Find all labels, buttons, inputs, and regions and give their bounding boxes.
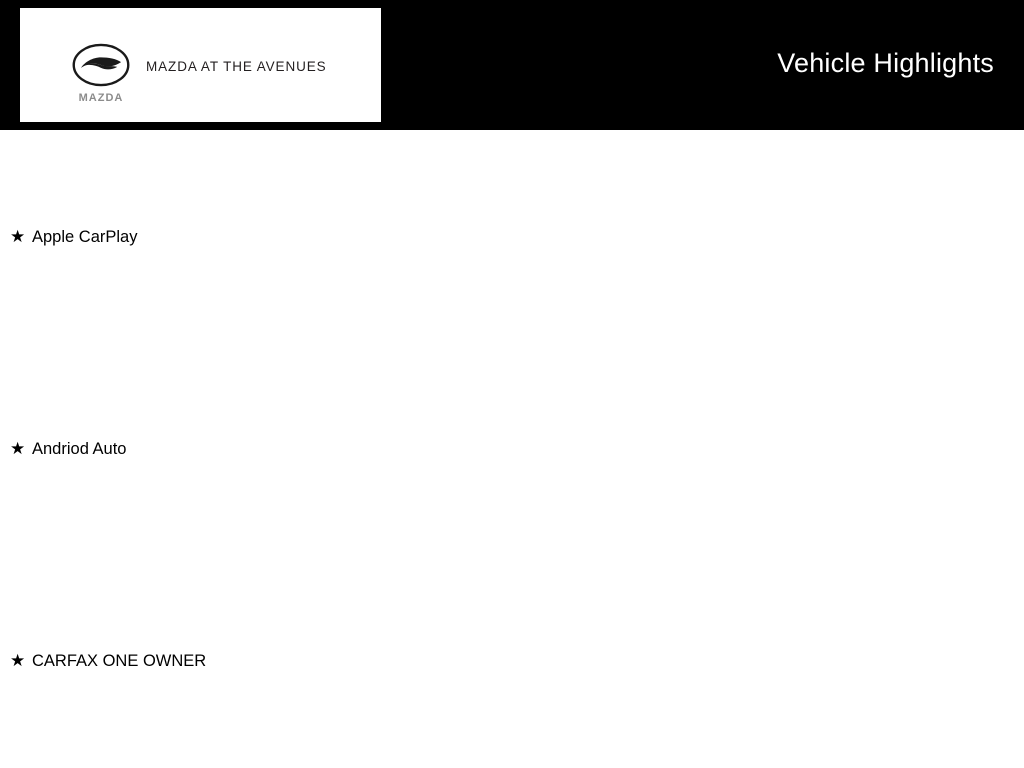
list-item-label: Andriod Auto — [32, 440, 127, 458]
star-bullet-icon: ★ — [10, 651, 26, 670]
dealer-logo — [20, 8, 381, 122]
page-title: Vehicle Highlights — [777, 48, 994, 78]
logo-brand-text: MAZDA — [78, 92, 124, 104]
list-item-label: CARFAX ONE OWNER — [32, 652, 207, 670]
logo-wordmark — [146, 56, 327, 74]
list-item — [10, 652, 206, 674]
logo-dealer-text: MAZDA AT THE AVENUES — [146, 59, 327, 75]
list-item — [10, 440, 127, 462]
list-item — [10, 228, 137, 250]
list-item-label: Apple CarPlay — [32, 228, 138, 246]
star-bullet-icon: ★ — [10, 439, 26, 458]
mazda-logo-icon — [72, 43, 130, 87]
star-bullet-icon: ★ — [10, 227, 26, 246]
logo-content — [20, 43, 327, 87]
page-header — [0, 0, 1024, 130]
